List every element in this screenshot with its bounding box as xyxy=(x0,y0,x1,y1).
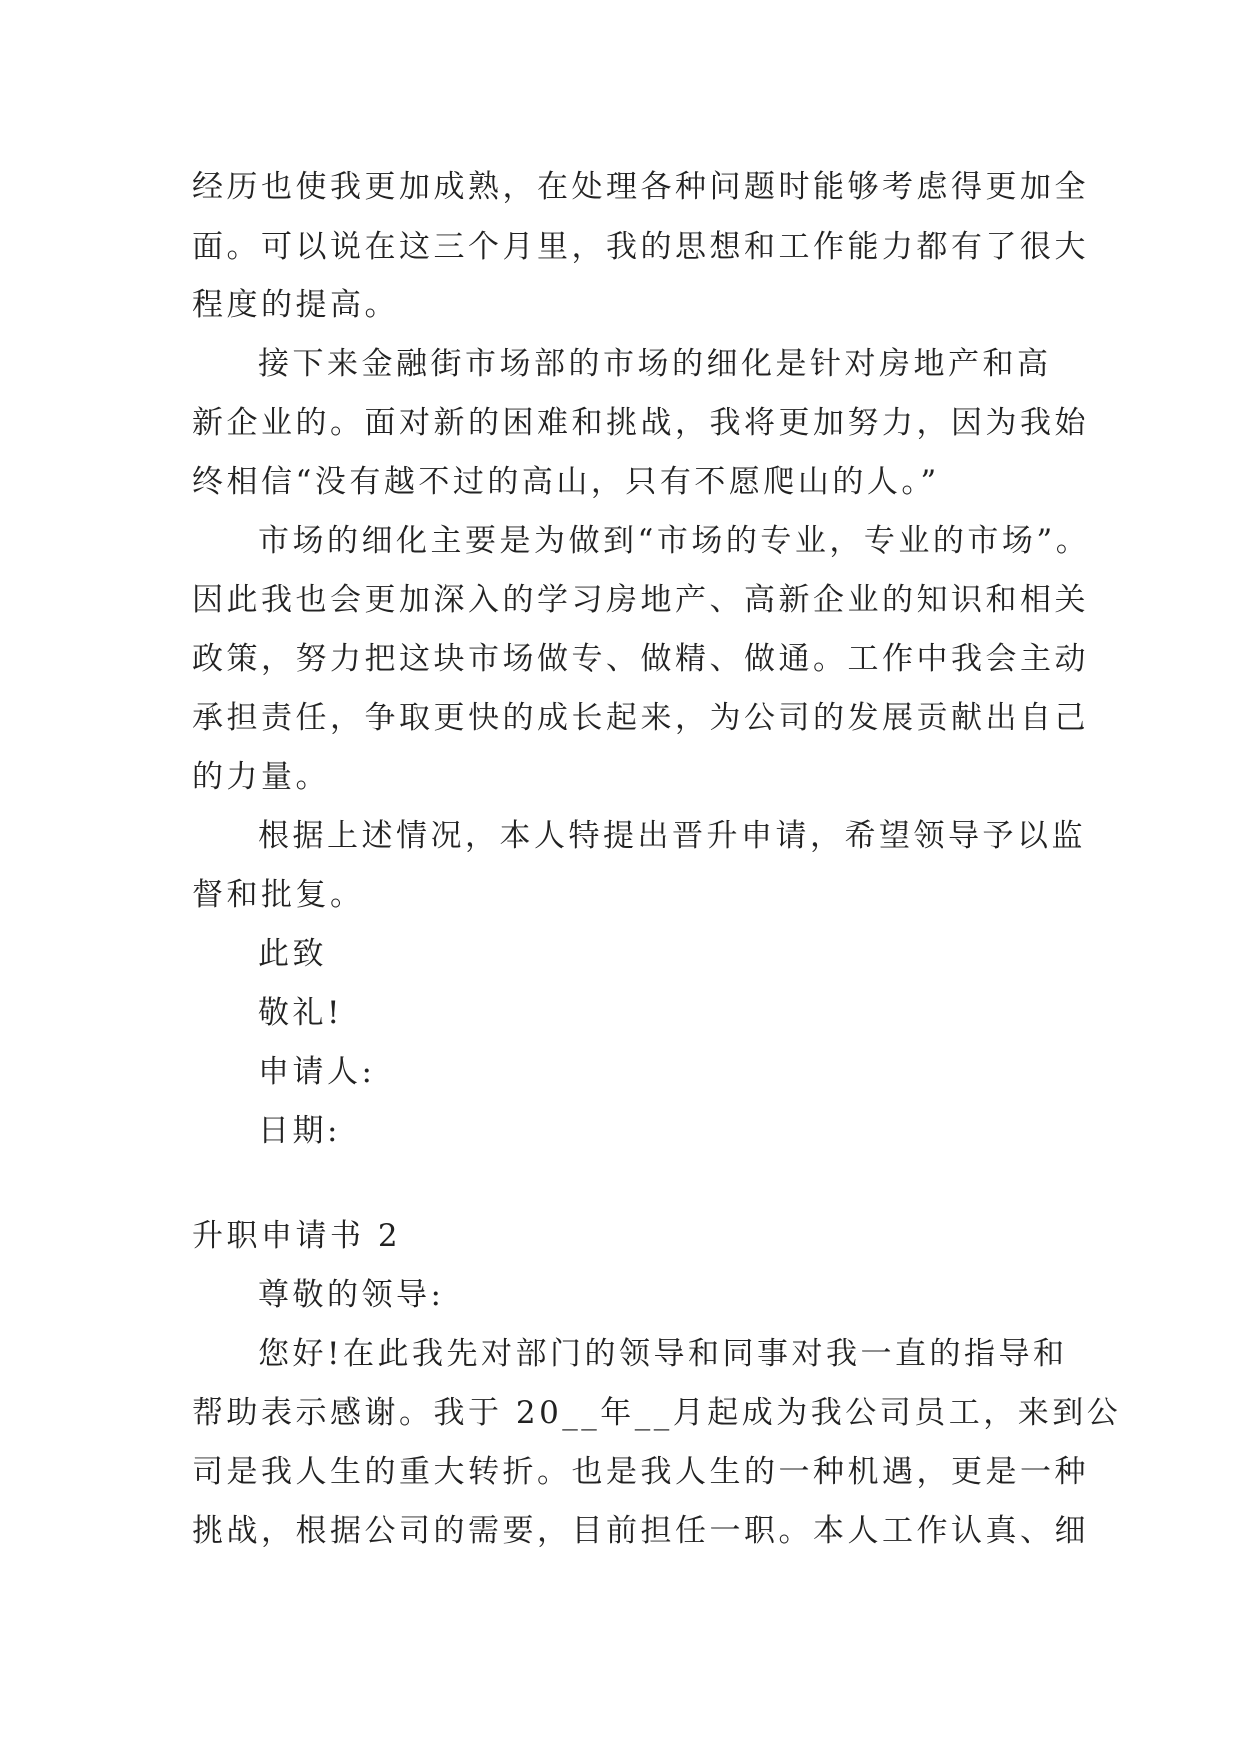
text-line: 接下来金融街市场部的市场的细化是针对房地产和高 xyxy=(258,346,1052,382)
text-line: 新企业的。面对新的困难和挑战，我将更加努力，因为我始 xyxy=(192,405,1089,441)
text-line: 根据上述情况，本人特提出晋升申请，希望领导予以监 xyxy=(258,818,1086,854)
text-line: 您好!在此我先对部门的领导和同事对我一直的指导和 xyxy=(258,1336,1068,1372)
section-title: 升职申请书 2 xyxy=(192,1218,402,1254)
greeting: 尊敬的领导: xyxy=(258,1277,445,1313)
applicant-label: 申请人: xyxy=(258,1054,376,1090)
text-line: 因此我也会更加深入的学习房地产、高新企业的知识和相关 xyxy=(192,582,1089,618)
text-line: 程度的提高。 xyxy=(192,287,399,323)
text-line: 经历也使我更加成熟，在处理各种问题时能够考虑得更加全 xyxy=(192,169,1089,205)
text-line: 政策，努力把这块市场做专、做精、做通。工作中我会主动 xyxy=(192,641,1089,677)
text-line: 的力量。 xyxy=(192,759,330,795)
text-line: 终相信“没有越不过的高山，只有不愿爬山的人。” xyxy=(192,464,940,500)
text-line: 承担责任，争取更快的成长起来，为公司的发展贡献出自己 xyxy=(192,700,1089,736)
closing-salutation: 此致 xyxy=(258,936,327,972)
closing-regards: 敬礼! xyxy=(258,995,343,1031)
text-line: 帮助表示感谢。我于 20__年__月起成为我公司员工，来到公 xyxy=(192,1395,1122,1431)
text-line: 面。可以说在这三个月里，我的思想和工作能力都有了很大 xyxy=(192,229,1089,265)
text-line: 司是我人生的重大转折。也是我人生的一种机遇，更是一种 xyxy=(192,1454,1089,1490)
text-line: 挑战，根据公司的需要，目前担任一职。本人工作认真、细 xyxy=(192,1513,1089,1549)
text-line: 督和批复。 xyxy=(192,877,365,913)
date-label: 日期: xyxy=(258,1113,341,1149)
text-line: 市场的细化主要是为做到“市场的专业，专业的市场”。 xyxy=(258,523,1091,559)
